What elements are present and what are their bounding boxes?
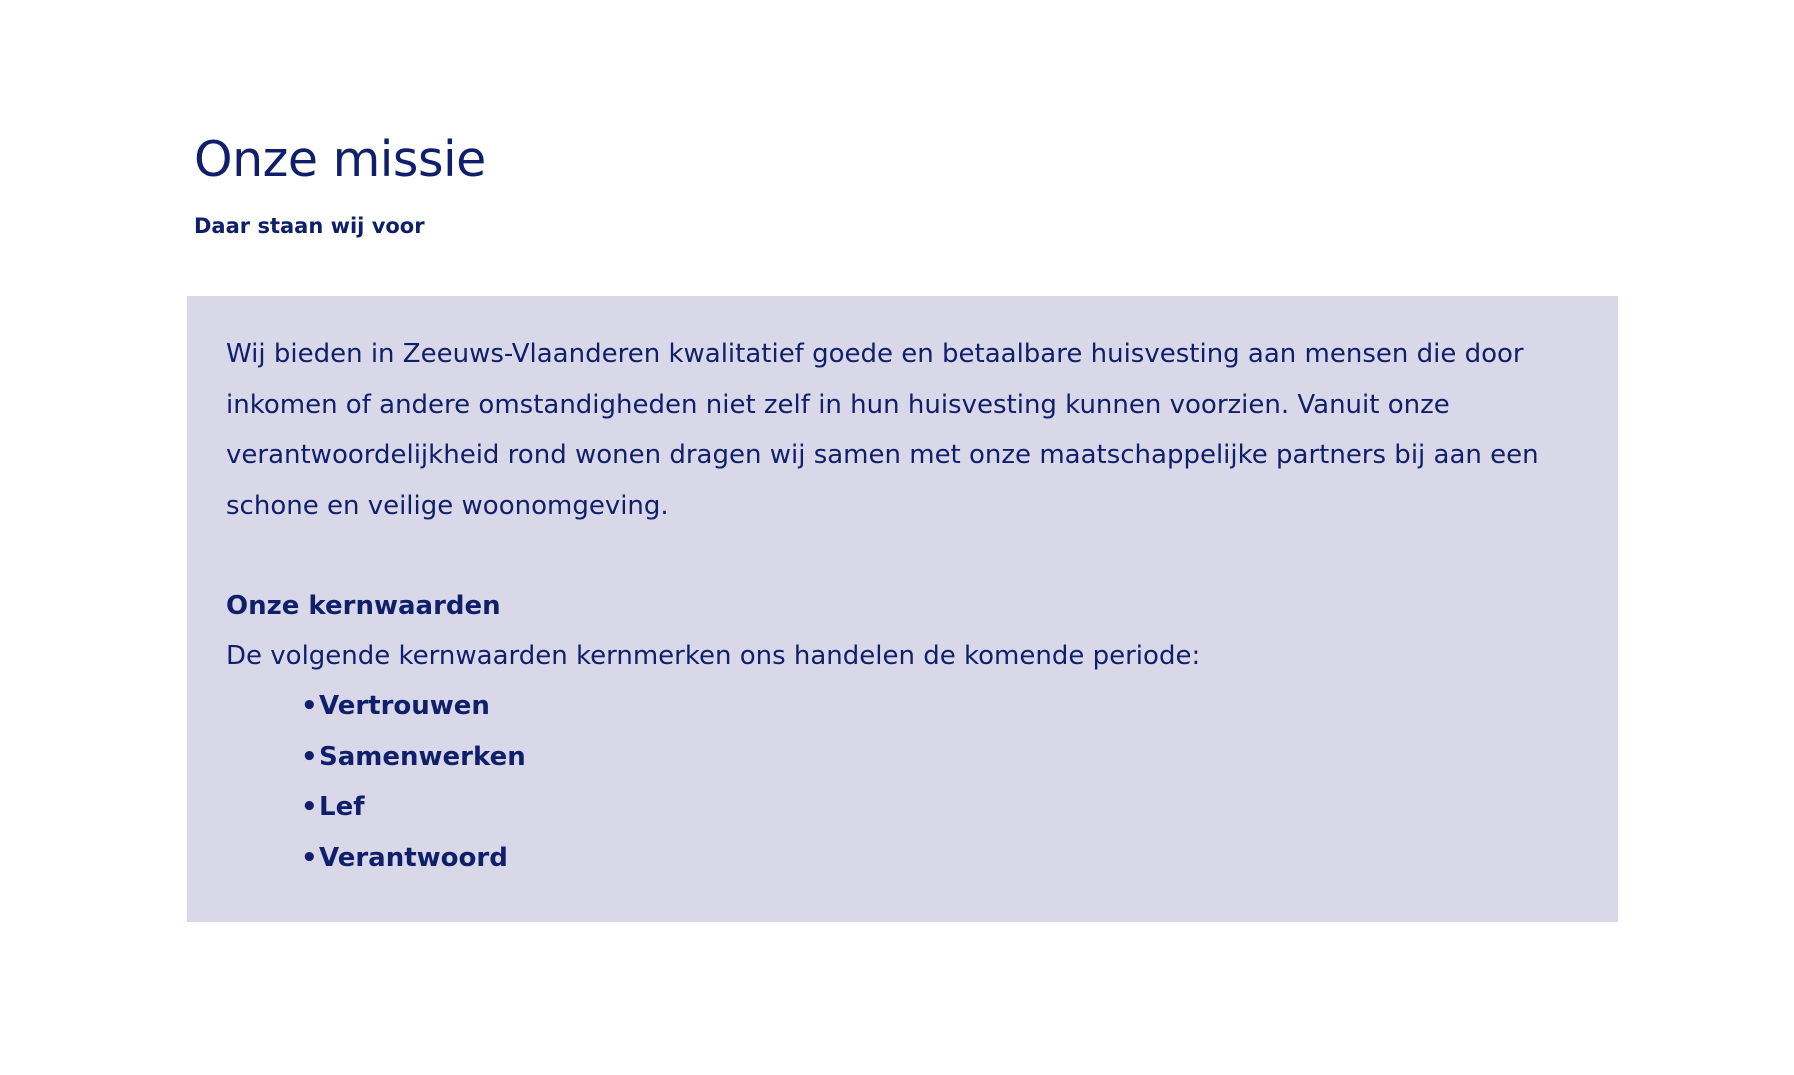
page-header <box>194 130 1594 240</box>
values-list <box>226 681 1580 883</box>
value-label: Samenwerken <box>319 741 526 772</box>
bullet-icon: • <box>301 792 318 822</box>
value-label: Vertrouwen <box>319 691 490 721</box>
page-title: Onze missie <box>194 131 486 188</box>
mission-text: Wij bieden in Zeeuws-Vlaanderen kwalitatief goede en betaalbare huisvesting aan mensen die door inkomen of andere omstandigheden niet zelf in hun huisvesting kunnen voorzien. Vanuit onze verantwoordelijkheid rond wonen dragen wij samen met onze maatschappelijke partners bij aan een schone en veilige woonomgeving. <box>226 339 1539 521</box>
list-item <box>301 681 1580 732</box>
bullet-icon: • <box>301 842 318 873</box>
values-intro: De volgende kernwaarden kernmerken ons handelen de komende periode: <box>226 641 1201 671</box>
value-label: Verantwoord <box>319 842 508 873</box>
mission-box <box>187 296 1618 922</box>
bullet-icon: • <box>301 691 318 721</box>
values-heading: Onze kernwaarden <box>226 591 501 621</box>
list-item <box>301 833 1580 884</box>
page-subtitle: Daar staan wij voor <box>194 214 425 238</box>
value-label: Lef <box>319 792 365 822</box>
list-item <box>301 782 1580 833</box>
list-item <box>301 732 1580 783</box>
bullet-icon: • <box>301 741 318 772</box>
